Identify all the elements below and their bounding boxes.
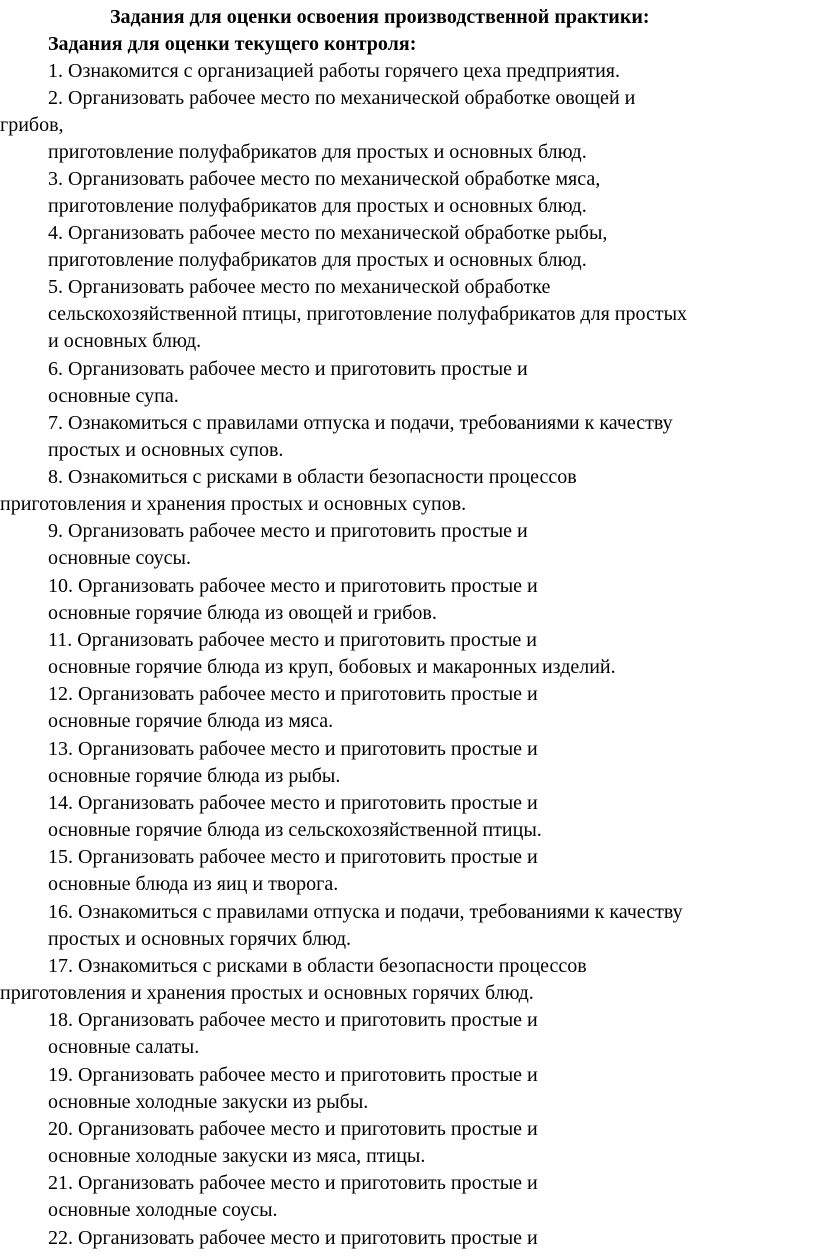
task-16-line-1: 16. Ознакомиться с правилами отпуска и подачи, требованиями к качеству bbox=[48, 901, 683, 923]
task-4-line-2: приготовление полуфабрикатов для простых и основных блюд. bbox=[48, 249, 587, 271]
task-19-line-2: основные холодные закуски из рыбы. bbox=[48, 1091, 369, 1113]
task-2-line-1: 2. Организовать рабочее место по механической обработке овощей и bbox=[48, 87, 636, 109]
task-17-line-2: приготовления и хранения простых и основных горячих блюд. bbox=[0, 982, 534, 1004]
task-12-line-1: 12. Организовать рабочее место и приготовить простые и bbox=[48, 683, 538, 705]
task-1-line-1: 1. Ознакомится с организацией работы горячего цеха предприятия. bbox=[48, 60, 620, 82]
task-5-line-2: сельскохозяйственной птицы, приготовление полуфабрикатов для простых bbox=[48, 303, 688, 325]
task-3-line-2: приготовление полуфабрикатов для простых и основных блюд. bbox=[48, 195, 587, 217]
task-6-line-1: 6. Организовать рабочее место и приготовить простые и bbox=[48, 358, 528, 380]
task-17-line-1: 17. Ознакомиться с рисками в области безопасности процессов bbox=[48, 955, 587, 977]
task-12-line-2: основные горячие блюда из мяса. bbox=[48, 710, 334, 732]
task-15-line-2: основные блюда из яиц и творога. bbox=[48, 873, 339, 895]
task-15-line-1: 15. Организовать рабочее место и приготовить простые и bbox=[48, 846, 538, 868]
task-7-line-1: 7. Ознакомиться с правилами отпуска и подачи, требованиями к качеству bbox=[48, 412, 673, 434]
task-10-line-1: 10. Организовать рабочее место и приготовить простые и bbox=[48, 575, 538, 597]
task-10-line-2: основные горячие блюда из овощей и грибов. bbox=[48, 602, 437, 624]
task-11-line-1: 11. Организовать рабочее место и приготовить простые и bbox=[48, 629, 537, 651]
task-6-line-2: основные супа. bbox=[48, 385, 179, 407]
task-5-line-3: и основных блюд. bbox=[48, 330, 202, 352]
task-16-line-2: простых и основных горячих блюд. bbox=[48, 928, 352, 950]
section-heading: Задания для оценки текущего контроля: bbox=[48, 33, 417, 55]
task-14-line-2: основные горячие блюда из сельскохозяйственной птицы. bbox=[48, 819, 542, 841]
task-9-line-1: 9. Организовать рабочее место и приготовить простые и bbox=[48, 520, 528, 542]
task-2-line-3: приготовление полуфабрикатов для простых и основных блюд. bbox=[48, 141, 587, 163]
task-21-line-2: основные холодные соусы. bbox=[48, 1199, 278, 1221]
task-8-line-1: 8. Ознакомиться с рисками в области безопасности процессов bbox=[48, 466, 577, 488]
task-5-line-1: 5. Организовать рабочее место по механической обработке bbox=[48, 276, 551, 298]
task-20-line-1: 20. Организовать рабочее место и приготовить простые и bbox=[48, 1118, 538, 1140]
task-7-line-2: простых и основных супов. bbox=[48, 439, 284, 461]
document-title: Задания для оценки освоения производственной практики: bbox=[110, 6, 650, 28]
task-9-line-2: основные соусы. bbox=[48, 547, 191, 569]
task-13-line-2: основные горячие блюда из рыбы. bbox=[48, 765, 341, 787]
task-22-line-1: 22. Организовать рабочее место и приготовить простые и bbox=[48, 1227, 538, 1249]
task-11-line-2: основные горячие блюда из круп, бобовых и макаронных изделий. bbox=[48, 656, 616, 678]
task-21-line-1: 21. Организовать рабочее место и приготовить простые и bbox=[48, 1172, 538, 1194]
task-4-line-1: 4. Организовать рабочее место по механической обработке рыбы, bbox=[48, 222, 608, 244]
task-18-line-1: 18. Организовать рабочее место и приготовить простые и bbox=[48, 1009, 538, 1031]
task-14-line-1: 14. Организовать рабочее место и приготовить простые и bbox=[48, 792, 538, 814]
task-2-line-2: грибов, bbox=[0, 114, 64, 136]
task-8-line-2: приготовления и хранения простых и основных супов. bbox=[0, 493, 467, 515]
task-18-line-2: основные салаты. bbox=[48, 1036, 200, 1058]
task-20-line-2: основные холодные закуски из мяса, птицы. bbox=[48, 1145, 426, 1167]
task-3-line-1: 3. Организовать рабочее место по механической обработке мяса, bbox=[48, 168, 601, 190]
task-19-line-1: 19. Организовать рабочее место и приготовить простые и bbox=[48, 1064, 538, 1086]
task-13-line-1: 13. Организовать рабочее место и приготовить простые и bbox=[48, 738, 538, 760]
